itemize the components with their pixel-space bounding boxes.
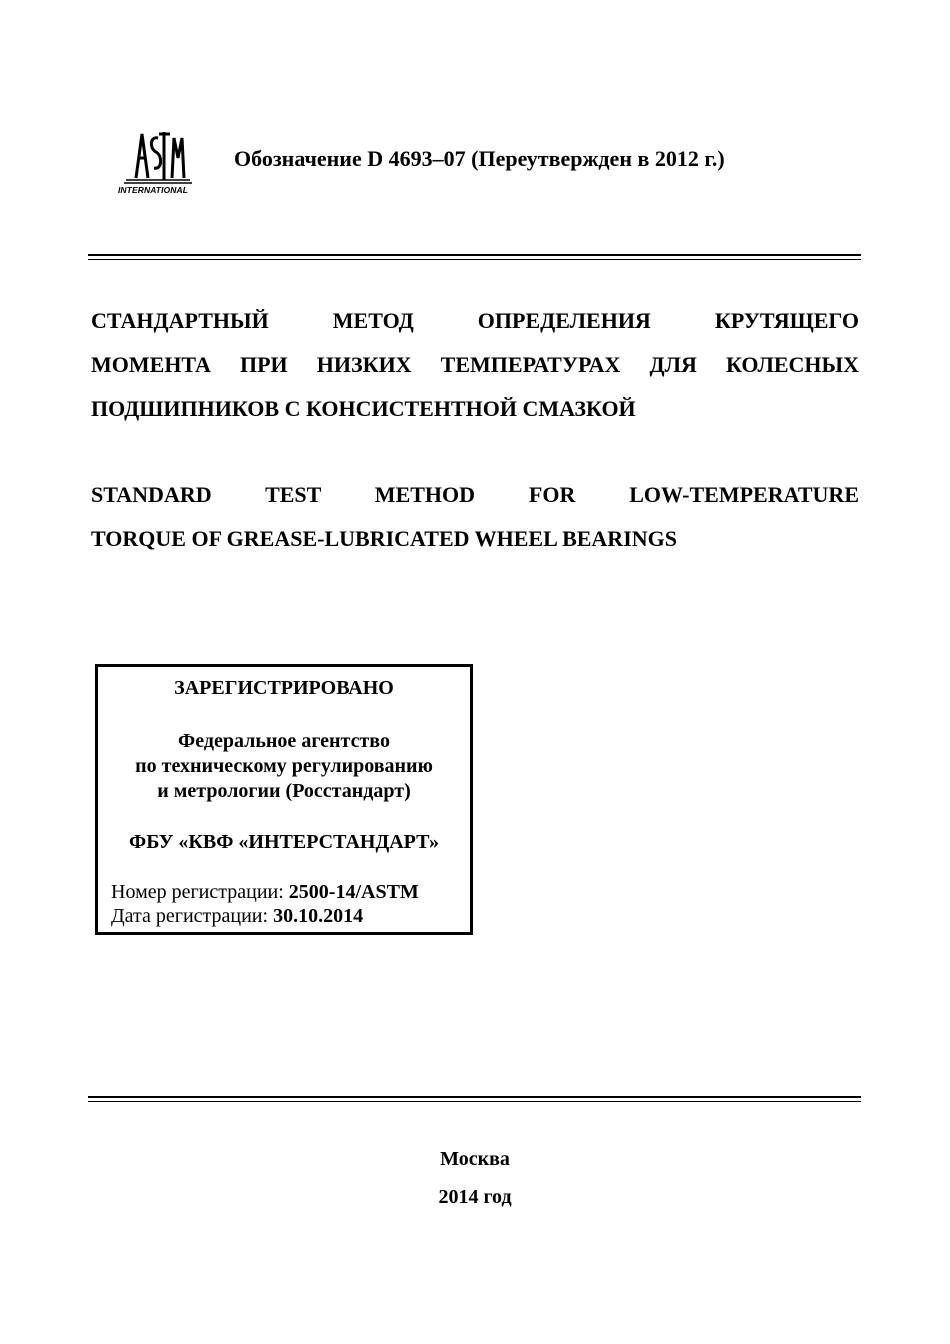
organization-name: ФБУ «КВФ «ИНТЕРСТАНДАРТ» <box>129 831 439 853</box>
publication-year: 2014 год <box>438 1186 512 1208</box>
registration-stamp <box>95 664 473 935</box>
bottom-divider <box>88 1096 861 1102</box>
registration-date-label: Дата регистрации: <box>111 905 274 927</box>
registration-number-value: 2500-14/ASTM <box>288 881 419 903</box>
top-divider <box>88 254 861 260</box>
document-designation: Обозначение D 4693–07 (Переутвержден в 2012 г.) <box>234 146 725 171</box>
registration-number-label: Номер регистрации: <box>111 881 289 903</box>
title-ru-line-1: СТАНДАРТНЫЙ МЕТОД ОПРЕДЕЛЕНИЯ КРУТЯЩЕГО <box>91 308 859 333</box>
registration-heading: ЗАРЕГИСТРИРОВАНО <box>174 677 394 699</box>
agency-line-1: Федеральное агентство <box>178 730 390 752</box>
publication-city: Москва <box>440 1148 510 1170</box>
title-russian <box>91 299 859 431</box>
title-english <box>91 473 859 561</box>
astm-emblem-icon <box>112 128 194 186</box>
agency-line-2: по техническому регулированию <box>135 755 433 777</box>
registration-number <box>111 881 419 904</box>
title-en-line-1: STANDARD TEST METHOD FOR LOW-TEMPERATURE <box>91 482 859 507</box>
agency-line-3: и метрологии (Росстандарт) <box>157 780 411 802</box>
title-en-line-2: TORQUE OF GREASE-LUBRICATED WHEEL BEARINGS <box>91 526 677 551</box>
title-ru-line-2: МОМЕНТА ПРИ НИЗКИХ ТЕМПЕРАТУРАХ ДЛЯ КОЛЕСНЫХ <box>91 352 859 377</box>
title-ru-line-3: ПОДШИПНИКОВ С КОНСИСТЕНТНОЙ СМАЗКОЙ <box>91 396 636 421</box>
logo-caption: INTERNATIONAL <box>117 185 189 195</box>
registration-date-value: 30.10.2014 <box>273 905 364 927</box>
registration-date <box>111 905 363 928</box>
astm-logo <box>112 128 194 198</box>
